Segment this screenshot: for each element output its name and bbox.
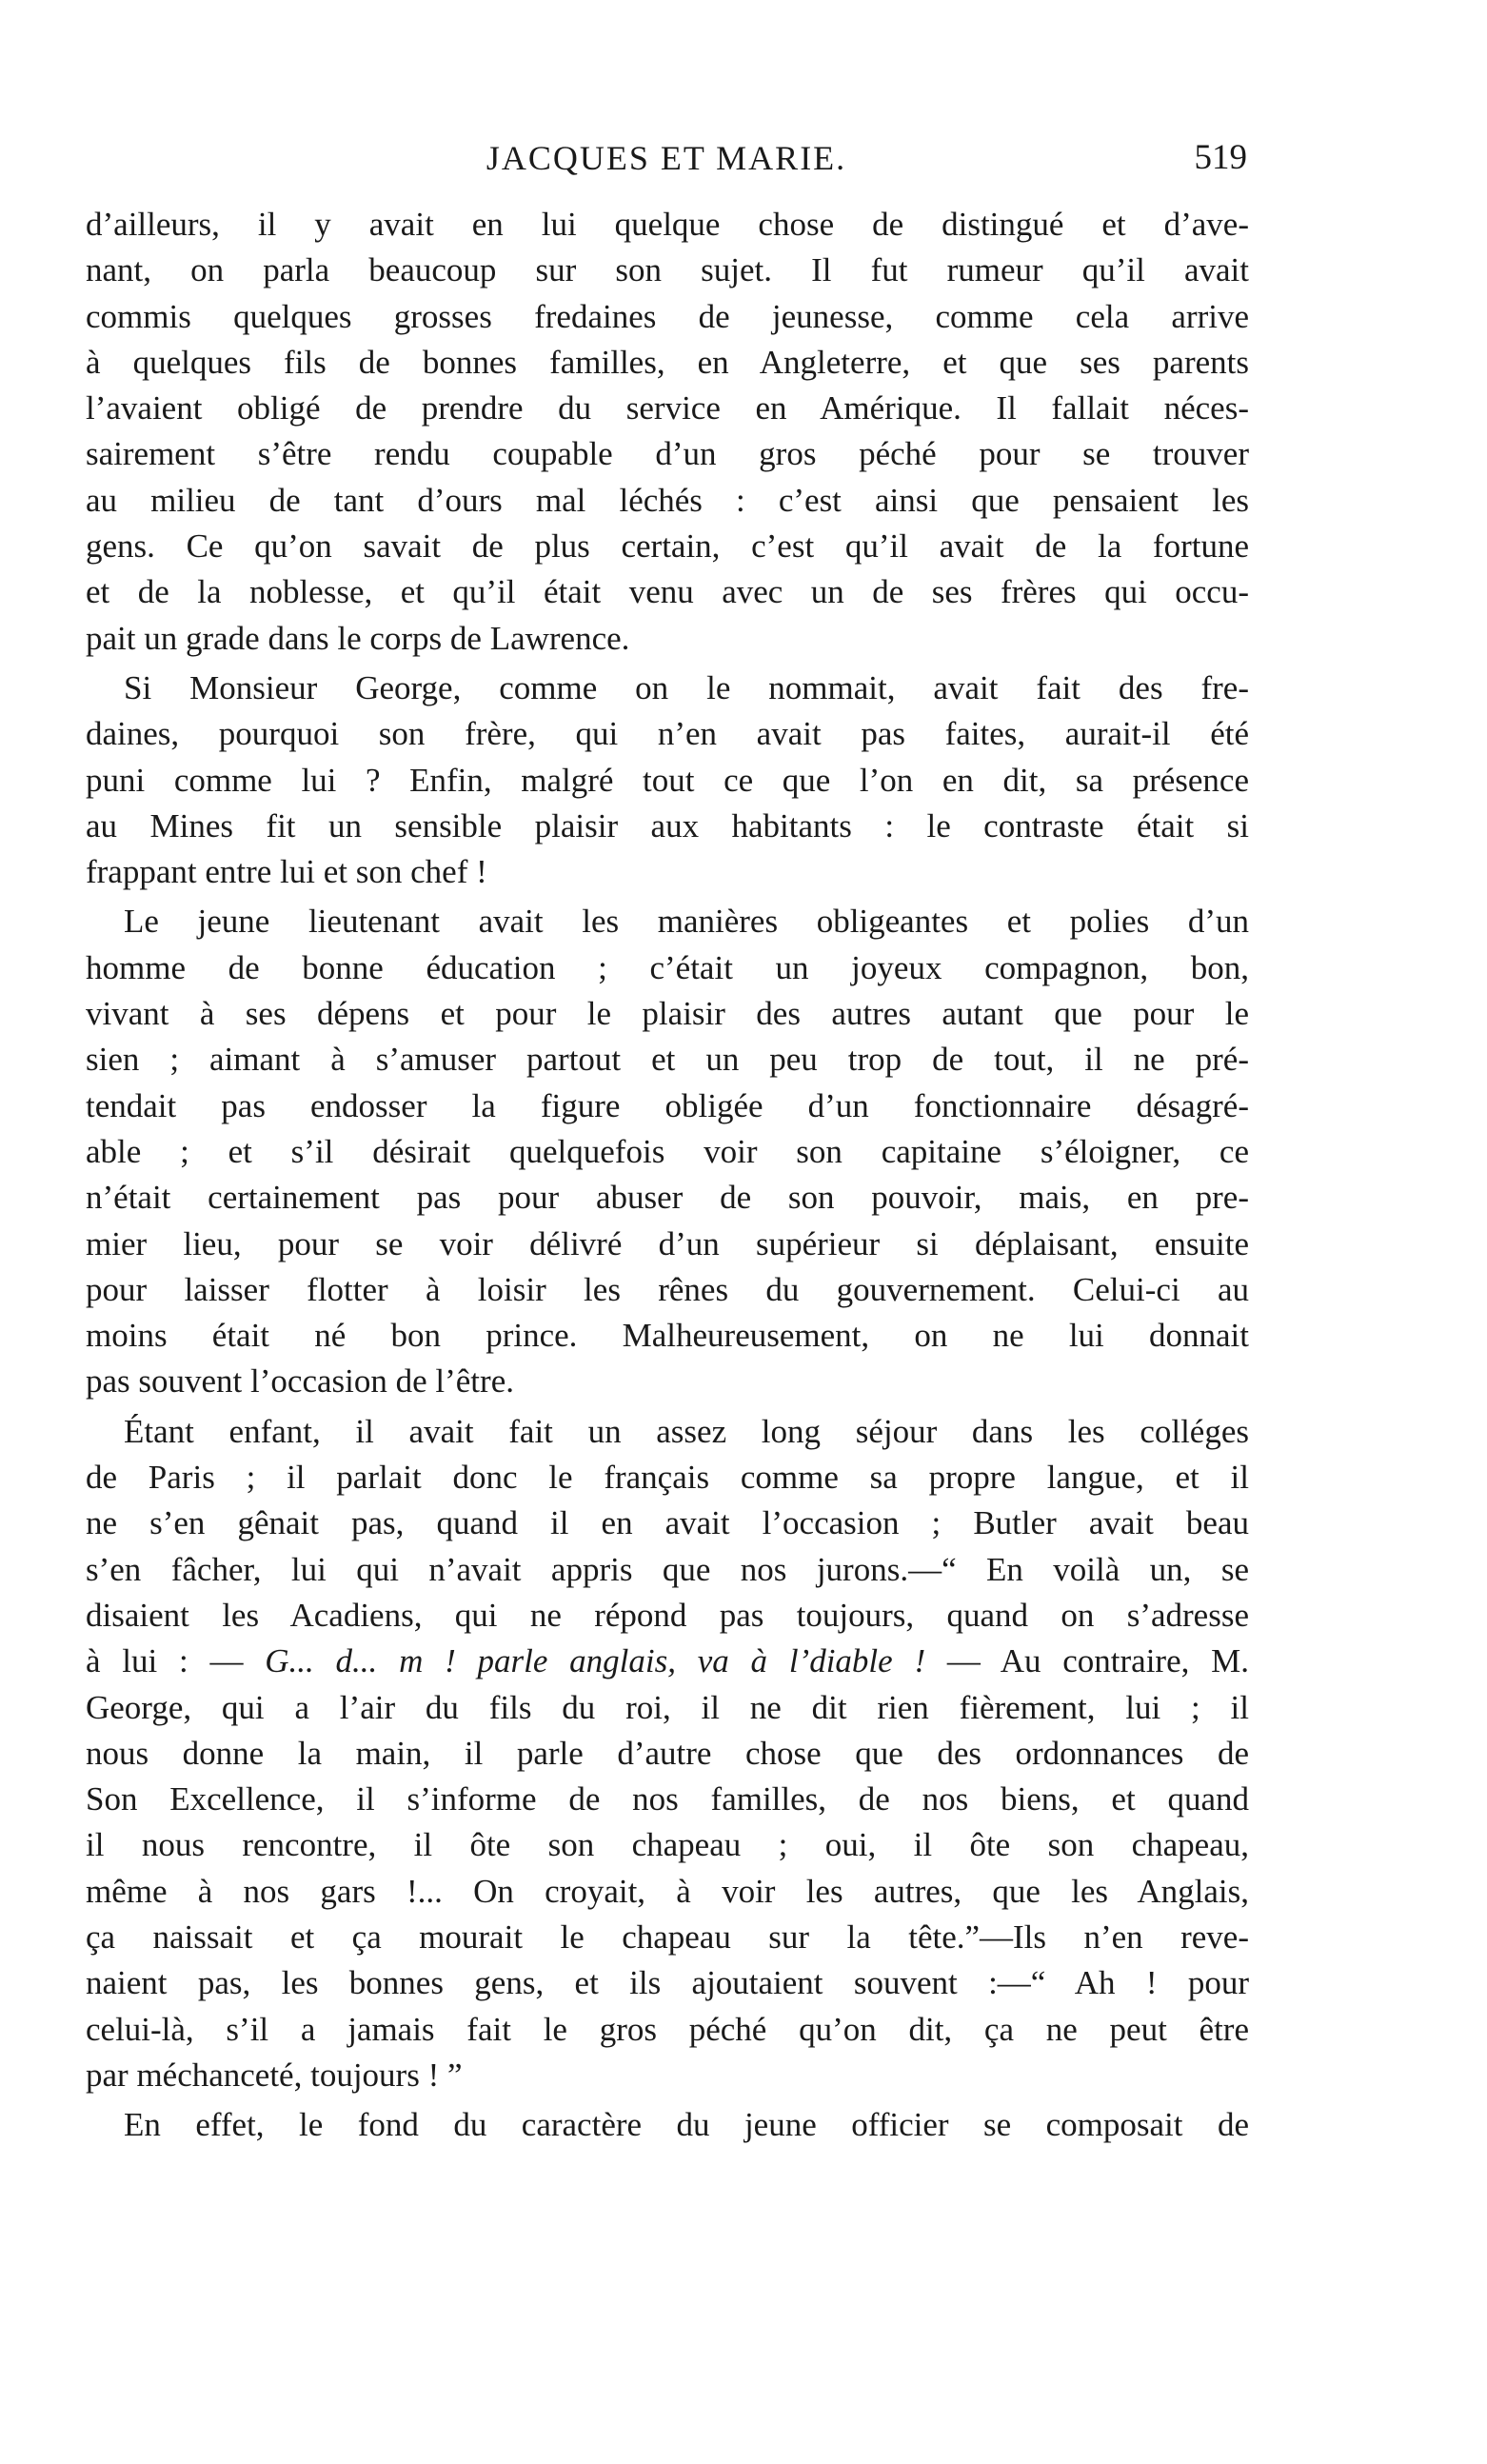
text-run: à lui : — (86, 1642, 266, 1680)
italic-quote: G... d... m ! parle anglais, va à l’diable ! (265, 1642, 926, 1680)
text-line: commis quelques grosses fredaines de jeunesse, comme cela arrive (86, 297, 1249, 335)
text-line: l’avaient obligé de prendre du service en Amérique. Il fallait néces- (86, 389, 1249, 427)
text-line: n’était certainement pas pour abuser de son pouvoir, mais, en pre- (86, 1179, 1249, 1217)
text-line: ne s’en gênait pas, quand il en avait l’occasion ; Butler avait beau (86, 1504, 1249, 1542)
text-line: moins était né bon prince. Malheureusement, on ne lui donnait (86, 1317, 1249, 1355)
page-number: 519 (1194, 138, 1247, 177)
text-line: frappant entre lui et son chef ! (86, 853, 487, 891)
text-line: Son Excellence, il s’informe de nos familles, de nos biens, et quand (86, 1780, 1249, 1818)
text-line: au Mines fit un sensible plaisir aux habitants : le contraste était si (86, 806, 1249, 845)
paragraph (86, 202, 1249, 662)
text-line: Étant enfant, il avait fait un assez long séjour dans les colléges (124, 1412, 1249, 1450)
running-head (86, 133, 1247, 183)
text-line: disaient les Acadiens, qui ne répond pas toujours, quand on s’adresse (86, 1596, 1249, 1634)
text-line: mier lieu, pour se voir délivré d’un supérieur si déplaisant, ensuite (86, 1224, 1249, 1262)
text-line: à quelques fils de bonnes familles, en Angleterre, et que ses parents (86, 343, 1249, 381)
text-line: nous donne la main, il parle d’autre chose que des ordonnances de (86, 1734, 1249, 1772)
paragraph (86, 899, 1249, 1404)
running-title: JACQUES ET MARIE. (486, 139, 847, 177)
paragraph (86, 666, 1249, 895)
text-line: et de la noblesse, et qu’il était venu avec un de ses frères qui occu- (86, 573, 1249, 611)
text-line: En effet, le fond du caractère du jeune officier se composait de (124, 2106, 1249, 2144)
text-line: vivant à ses dépens et pour le plaisir des autres autant que pour le (86, 995, 1249, 1033)
text-line: sien ; aimant à s’amuser partout et un peu trop de tout, il ne pré- (86, 1041, 1249, 1079)
text-line-mixed (86, 1639, 1249, 1684)
paragraph (86, 2102, 1249, 2148)
text-line: Le jeune lieutenant avait les manières obligeantes et polies d’un (124, 903, 1249, 941)
text-line: homme de bonne éducation ; c’était un joyeux compagnon, bon, (86, 948, 1249, 986)
text-line: au milieu de tant d’ours mal léchés : c’est ainsi que pensaient les (86, 481, 1249, 519)
text-line: pas souvent l’occasion de l’être. (86, 1362, 514, 1401)
text-line: gens. Ce qu’on savait de plus certain, c’est qu’il avait de la fortune (86, 527, 1249, 566)
text-run: — Au contraire, M. (925, 1642, 1249, 1680)
text-line: pour laisser flotter à loisir les rênes du gouvernement. Celui-ci au (86, 1270, 1249, 1308)
text-line: d’ailleurs, il y avait en lui quelque chose de distingué et d’ave- (86, 206, 1249, 243)
text-line: Si Monsieur George, comme on le nommait, avait fait des fre- (124, 668, 1249, 706)
text-line: celui-là, s’il a jamais fait le gros péché qu’on dit, ça ne peut être (86, 2010, 1249, 2048)
text-line: de Paris ; il parlait donc le français comme sa propre langue, et il (86, 1459, 1249, 1497)
text-line: par méchanceté, toujours ! ” (86, 2056, 463, 2094)
text-line: nant, on parla beaucoup sur son sujet. Il fut rumeur qu’il avait (86, 251, 1249, 289)
text-line: il nous rencontre, il ôte son chapeau ; oui, il ôte son chapeau, (86, 1826, 1249, 1864)
text-line: s’en fâcher, lui qui n’avait appris que nos jurons.—“ En voilà un, se (86, 1550, 1249, 1588)
text-line: daines, pourquoi son frère, qui n’en avait pas faites, aurait-il été (86, 715, 1249, 753)
text-line: sairement s’être rendu coupable d’un gros péché pour se trouver (86, 435, 1249, 473)
text-line: puni comme lui ? Enfin, malgré tout ce que l’on en dit, sa présence (86, 761, 1249, 799)
text-line: même à nos gars !... On croyait, à voir les autres, que les Anglais, (86, 1872, 1249, 1910)
text-line: naient pas, les bonnes gens, et ils ajoutaient souvent :—“ Ah ! pour (86, 1964, 1249, 2002)
paragraph (86, 1409, 1249, 2098)
text-line: George, qui a l’air du fils du roi, il ne dit rien fièrement, lui ; il (86, 1688, 1249, 1726)
text-line: tendait pas endosser la figure obligée d’un fonctionnaire désagré- (86, 1086, 1249, 1124)
text-line: able ; et s’il désirait quelquefois voir son capitaine s’éloigner, ce (86, 1132, 1249, 1170)
text-line: ça naissait et ça mourait le chapeau sur la tête.”—Ils n’en reve- (86, 1918, 1249, 1956)
body-text (86, 202, 1249, 2152)
text-line: pait un grade dans le corps de Lawrence. (86, 619, 630, 657)
